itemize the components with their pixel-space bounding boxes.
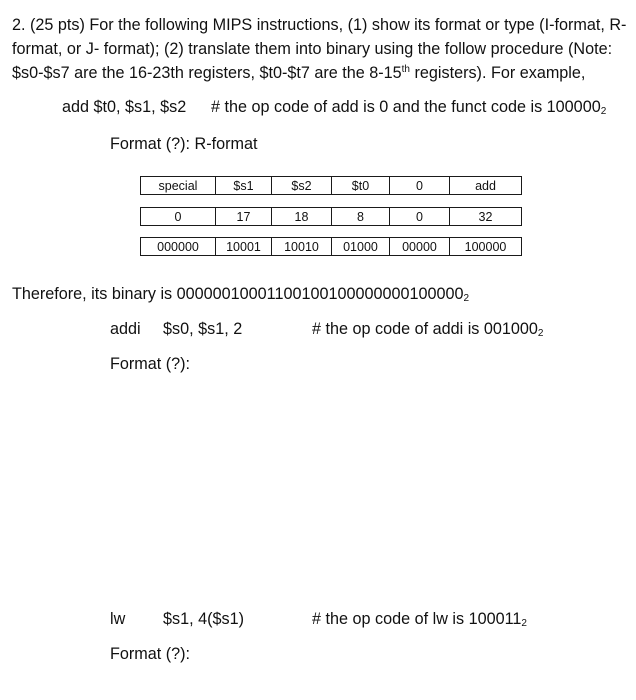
table-cell: 000000 (140, 237, 216, 256)
problem-header-line1: 2. (25 pts) For the following MIPS instructions, (1) show its format or type (I-format, R- (12, 16, 627, 34)
problem-header-line2: format, or J- format); (2) translate them into binary using the follow procedure (Note: (12, 40, 613, 58)
table-cell: $s1 (215, 176, 272, 195)
table-cell: 17 (215, 207, 272, 226)
q1-operands: $s0, $s1, 2 (163, 320, 243, 338)
table-cell: 8 (331, 207, 390, 226)
header-line3-text-b: registers). For example, (409, 64, 586, 82)
q2-operands: $s1, 4($s1) (163, 610, 244, 628)
table-cell: $t0 (331, 176, 390, 195)
example-instruction: add $t0, $s1, $s2 (62, 98, 187, 116)
table-cell: add (449, 176, 522, 195)
table-cell: 10001 (215, 237, 272, 256)
example-binary-result (12, 285, 469, 304)
example-comment-subscript: 2 (600, 106, 607, 117)
q1-comment-text: # the op code of addi is 001000 (312, 320, 538, 338)
table-cell: 0 (389, 207, 450, 226)
q1-format-label: Format (?): (110, 355, 191, 373)
table-cell: 01000 (331, 237, 390, 256)
q2-comment (312, 610, 527, 629)
table-cell: 0 (140, 207, 216, 226)
q2-format-label: Format (?): (110, 645, 191, 663)
q2-mnemonic: lw (110, 610, 126, 628)
q2-comment-subscript: 2 (521, 618, 527, 629)
table-cell: 00000 (389, 237, 450, 256)
example-comment-text: # the op code of add is 0 and the funct code is 100000 (211, 98, 601, 116)
problem-header-line3 (12, 64, 585, 83)
encoding-row-binary (140, 237, 522, 256)
encoding-row-fields (140, 176, 522, 195)
example-comment (211, 98, 606, 117)
table-cell: $s2 (271, 176, 332, 195)
table-cell: 18 (271, 207, 332, 226)
q1-comment-subscript: 2 (537, 328, 544, 339)
table-cell: 10010 (271, 237, 332, 256)
table-cell: 100000 (449, 237, 522, 256)
example-format-label: Format (?): R-format (110, 135, 258, 153)
q2-comment-text: # the op code of lw is 100011 (312, 610, 522, 628)
q1-mnemonic: addi (110, 320, 141, 338)
table-cell: 32 (449, 207, 522, 226)
header-line3-text-a: $s0-$s7 are the 16-23th registers, $t0-$t7 are the 8-15 (12, 64, 402, 82)
superscript-th: th (401, 64, 410, 75)
encoding-row-decimal (140, 207, 522, 226)
binary-result-subscript: 2 (463, 293, 470, 304)
binary-result-text: Therefore, its binary is 00000010001100100100000000100000 (12, 285, 464, 303)
table-cell: special (140, 176, 216, 195)
table-cell: 0 (389, 176, 450, 195)
q1-comment (312, 320, 543, 339)
